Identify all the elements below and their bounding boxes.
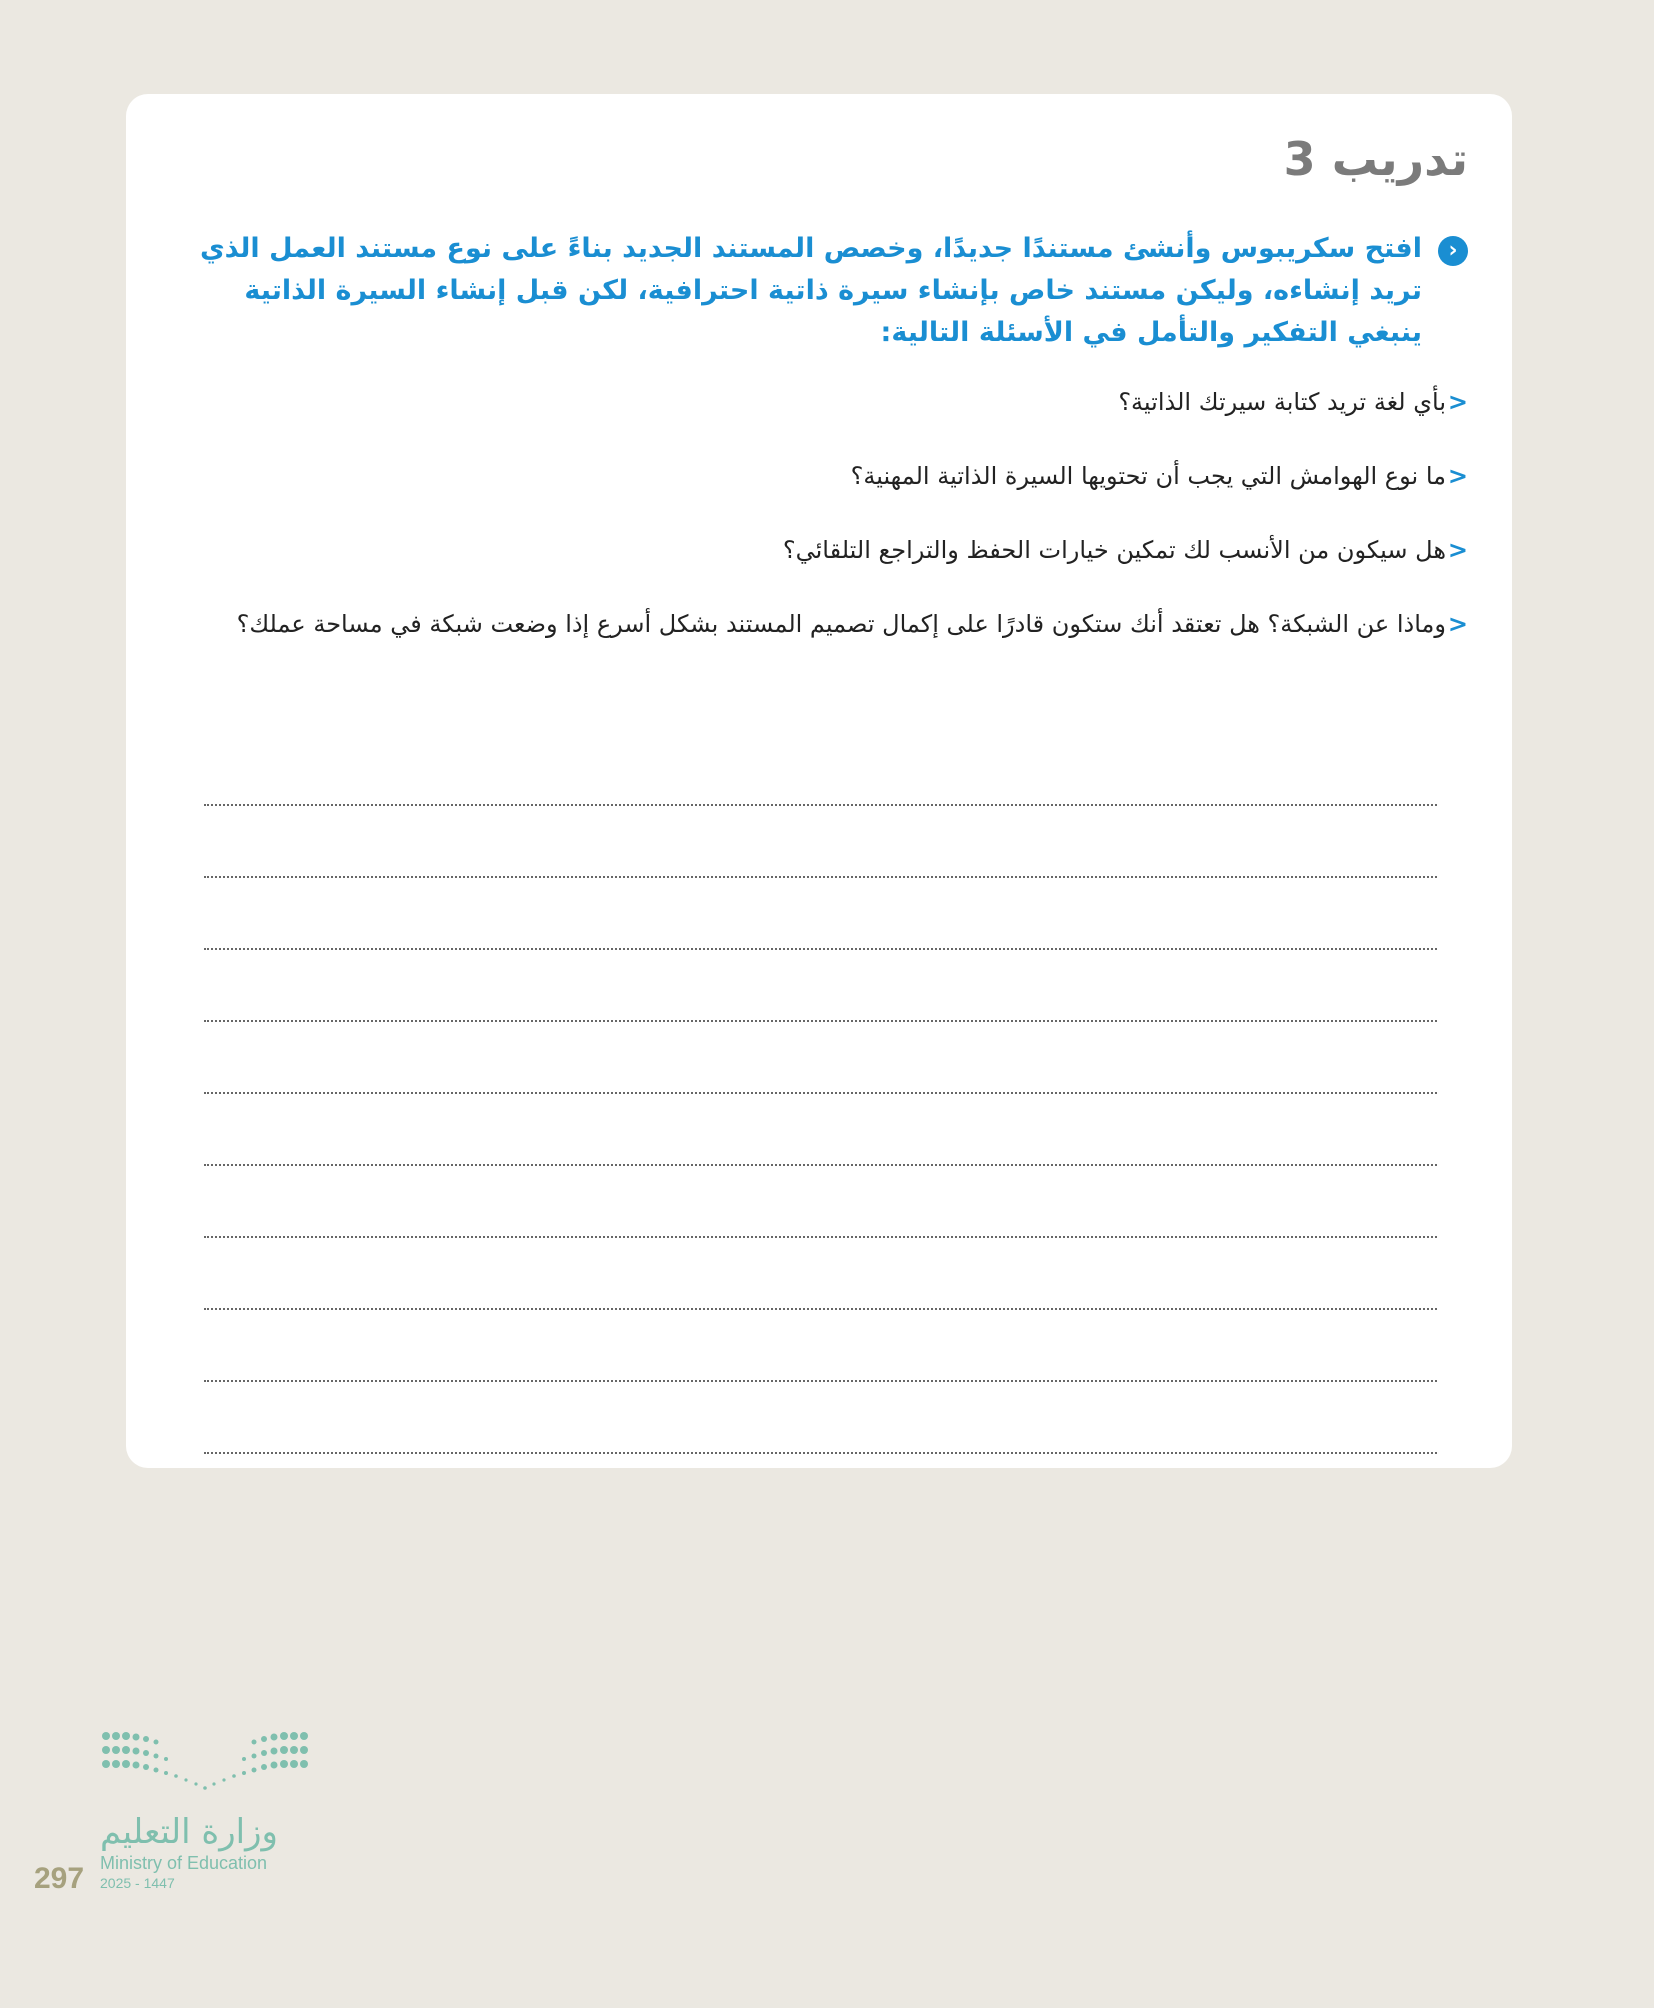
exercise-title: تدريب 3 [1283,132,1468,186]
answer-line[interactable] [204,1094,1437,1166]
ministry-logo [100,1728,320,1892]
chevron-left-icon: < [1447,536,1468,564]
question-list [168,384,1468,642]
ministry-name-english: Ministry of Education [100,1853,268,1873]
question-item [168,532,1468,568]
answer-line[interactable] [204,1310,1437,1382]
exercise-card [126,94,1512,1468]
answer-lines [204,734,1437,1454]
question-item [168,458,1468,494]
answer-line[interactable] [204,950,1437,1022]
question-text: هل سيكون من الأنسب لك تمكين خيارات الحفظ والتراجع التلقائي؟ [782,536,1446,564]
ministry-name-arabic: وزارة التعليم [100,1812,278,1852]
answer-line[interactable] [204,1022,1437,1094]
instruction-text: افتح سكريبوس وأنشئ مستندًا جديدًا، وخصص المستند الجديد بناءً على نوع مستند العمل الذي تريد إنشاءه، وليكن مستند خاص بإنشاء سيرة ذاتية احترافية، لكن قبل إنشاء السيرة الذاتية ينبغي التفكير والتأمل في الأسئلة التالية: [199,233,1422,348]
question-text: بأي لغة تريد كتابة سيرتك الذاتية؟ [1118,388,1446,416]
question-item [168,606,1468,642]
chevron-left-icon: < [1447,610,1468,638]
question-text: ما نوع الهوامش التي يجب أن تحتويها السيرة الذاتية المهنية؟ [850,462,1446,490]
answer-line[interactable] [204,1382,1437,1454]
answer-line[interactable] [204,878,1437,950]
instruction-block [168,228,1468,354]
question-item [168,384,1468,420]
chevron-left-icon: < [1447,388,1468,416]
question-text: وماذا عن الشبكة؟ هل تعتقد أنك ستكون قادرًا على إكمال تصميم المستند بشكل أسرع إذا وضعت شبكة في مساحة عملك؟ [236,610,1446,638]
ministry-year: 2025 - 1447 [100,1875,175,1891]
chevron-left-icon: < [1447,462,1468,490]
ministry-logo-dots-icon [100,1728,310,1798]
answer-line[interactable] [204,806,1437,878]
answer-line[interactable] [204,1166,1437,1238]
chevron-left-circle-icon: ‹ [1438,236,1468,266]
answer-line[interactable] [204,1238,1437,1310]
answer-line[interactable] [204,734,1437,806]
page-number: 297 [34,1862,85,1895]
